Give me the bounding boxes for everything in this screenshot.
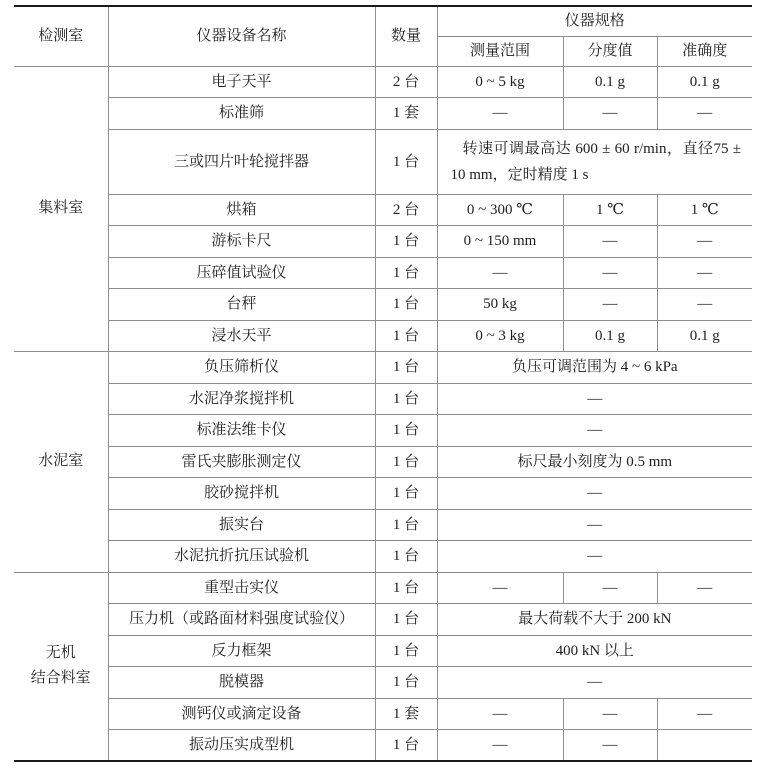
measure-range: — xyxy=(437,572,563,604)
quantity: 1 台 xyxy=(375,478,437,510)
division-value: — xyxy=(563,730,657,762)
table-row xyxy=(14,66,752,98)
table-row xyxy=(14,572,752,604)
table-row xyxy=(14,352,752,384)
table-row xyxy=(14,698,752,730)
division-value: — xyxy=(563,226,657,258)
quantity: 1 台 xyxy=(375,257,437,289)
equipment-name: 测钙仪或滴定设备 xyxy=(108,698,375,730)
accuracy: 1 ℃ xyxy=(657,194,752,226)
quantity: 1 台 xyxy=(375,541,437,573)
accuracy: — xyxy=(657,698,752,730)
header-equipment-name: 仪器设备名称 xyxy=(108,6,375,66)
table-header xyxy=(14,6,752,66)
room-label: 集料室 xyxy=(38,200,84,217)
table-row xyxy=(14,667,752,699)
table-row xyxy=(14,129,752,194)
division-value: — xyxy=(563,698,657,730)
header-row xyxy=(14,6,752,36)
accuracy: — xyxy=(657,572,752,604)
division-value: 0.1 g xyxy=(563,66,657,98)
spec-note: 400 kN 以上 xyxy=(437,635,752,667)
quantity: 1 台 xyxy=(375,667,437,699)
room-label: 无机 xyxy=(45,645,76,662)
spec-note: — xyxy=(437,383,752,415)
table-row xyxy=(14,604,752,636)
measure-range: 0 ~ 150 mm xyxy=(437,226,563,258)
equipment-name: 雷氏夹膨胀测定仪 xyxy=(108,446,375,478)
quantity: 1 套 xyxy=(375,98,437,130)
accuracy: — xyxy=(657,226,752,258)
equipment-name: 振实台 xyxy=(108,509,375,541)
table-row xyxy=(14,320,752,352)
table-row xyxy=(14,730,752,762)
equipment-name: 脱模器 xyxy=(108,667,375,699)
equipment-name: 重型击实仪 xyxy=(108,572,375,604)
spec-note: 负压可调范围为 4 ~ 6 kPa xyxy=(437,352,752,384)
table-row xyxy=(14,383,752,415)
equipment-name: 负压筛析仪 xyxy=(108,352,375,384)
equipment-name: 电子天平 xyxy=(108,66,375,98)
measure-range: 50 kg xyxy=(437,289,563,321)
accuracy: — xyxy=(657,289,752,321)
quantity: 1 台 xyxy=(375,320,437,352)
spec-note: 标尺最小刻度为 0.5 mm xyxy=(437,446,752,478)
quantity: 1 台 xyxy=(375,446,437,478)
equipment-name: 水泥净浆搅拌机 xyxy=(108,383,375,415)
spec-note: 转速可调最高达 600 ± 60 r/min，直径75 ± 10 mm，定时精度 1 s xyxy=(437,129,752,194)
accuracy xyxy=(657,730,752,762)
spec-note: — xyxy=(437,541,752,573)
table-row xyxy=(14,509,752,541)
equipment-name: 压碎值试验仪 xyxy=(108,257,375,289)
table-row xyxy=(14,194,752,226)
table-row xyxy=(14,635,752,667)
division-value: — xyxy=(563,572,657,604)
quantity: 1 台 xyxy=(375,129,437,194)
quantity: 1 台 xyxy=(375,383,437,415)
room-label: 结合料室 xyxy=(30,670,91,687)
equipment-name: 三或四片叶轮搅拌器 xyxy=(108,129,375,194)
header-division-value: 分度值 xyxy=(563,36,657,66)
equipment-name: 胶砂搅拌机 xyxy=(108,478,375,510)
division-value: — xyxy=(563,257,657,289)
table-row xyxy=(14,98,752,130)
quantity: 1 台 xyxy=(375,226,437,258)
equipment-name: 标准法维卡仪 xyxy=(108,415,375,447)
measure-range: 0 ~ 300 ℃ xyxy=(437,194,563,226)
accuracy: 0.1 g xyxy=(657,66,752,98)
equipment-name: 振动压实成型机 xyxy=(108,730,375,762)
quantity: 1 台 xyxy=(375,572,437,604)
table-row xyxy=(14,541,752,573)
equipment-name: 浸水天平 xyxy=(108,320,375,352)
quantity: 1 台 xyxy=(375,509,437,541)
quantity: 1 台 xyxy=(375,730,437,762)
accuracy: — xyxy=(657,257,752,289)
equipment-table xyxy=(14,5,752,762)
division-value: 1 ℃ xyxy=(563,194,657,226)
spec-note: — xyxy=(437,509,752,541)
table-body xyxy=(14,66,752,761)
spec-note: 最大荷载不大于 200 kN xyxy=(437,604,752,636)
quantity: 1 台 xyxy=(375,352,437,384)
quantity: 1 台 xyxy=(375,289,437,321)
equipment-name: 压力机（或路面材料强度试验仪） xyxy=(108,604,375,636)
room-label: 水泥室 xyxy=(38,453,84,470)
spec-note: — xyxy=(437,478,752,510)
accuracy: 0.1 g xyxy=(657,320,752,352)
table-row xyxy=(14,226,752,258)
measure-range: 0 ~ 5 kg xyxy=(437,66,563,98)
equipment-name: 游标卡尺 xyxy=(108,226,375,258)
table-row xyxy=(14,478,752,510)
equipment-name: 反力框架 xyxy=(108,635,375,667)
room-cell xyxy=(14,66,108,352)
measure-range: — xyxy=(437,730,563,762)
spec-note: — xyxy=(437,415,752,447)
table-row xyxy=(14,257,752,289)
quantity: 2 台 xyxy=(375,66,437,98)
measure-range: — xyxy=(437,98,563,130)
room-cell xyxy=(14,572,108,761)
equipment-name: 水泥抗折抗压试验机 xyxy=(108,541,375,573)
spec-note: — xyxy=(437,667,752,699)
quantity: 1 台 xyxy=(375,635,437,667)
division-value: — xyxy=(563,98,657,130)
table-row xyxy=(14,415,752,447)
table-row xyxy=(14,446,752,478)
equipment-name: 标准筛 xyxy=(108,98,375,130)
table-row xyxy=(14,289,752,321)
equipment-name: 烘箱 xyxy=(108,194,375,226)
header-measure-range: 测量范围 xyxy=(437,36,563,66)
measure-range: — xyxy=(437,257,563,289)
division-value: 0.1 g xyxy=(563,320,657,352)
measure-range: 0 ~ 3 kg xyxy=(437,320,563,352)
measure-range: — xyxy=(437,698,563,730)
division-value: — xyxy=(563,289,657,321)
room-cell xyxy=(14,352,108,573)
header-spec: 仪器规格 xyxy=(437,6,752,36)
quantity: 2 台 xyxy=(375,194,437,226)
header-accuracy: 准确度 xyxy=(657,36,752,66)
equipment-name: 台秤 xyxy=(108,289,375,321)
quantity: 1 台 xyxy=(375,604,437,636)
header-room: 检测室 xyxy=(14,6,108,66)
quantity: 1 套 xyxy=(375,698,437,730)
header-quantity: 数量 xyxy=(375,6,437,66)
quantity: 1 台 xyxy=(375,415,437,447)
accuracy: — xyxy=(657,98,752,130)
